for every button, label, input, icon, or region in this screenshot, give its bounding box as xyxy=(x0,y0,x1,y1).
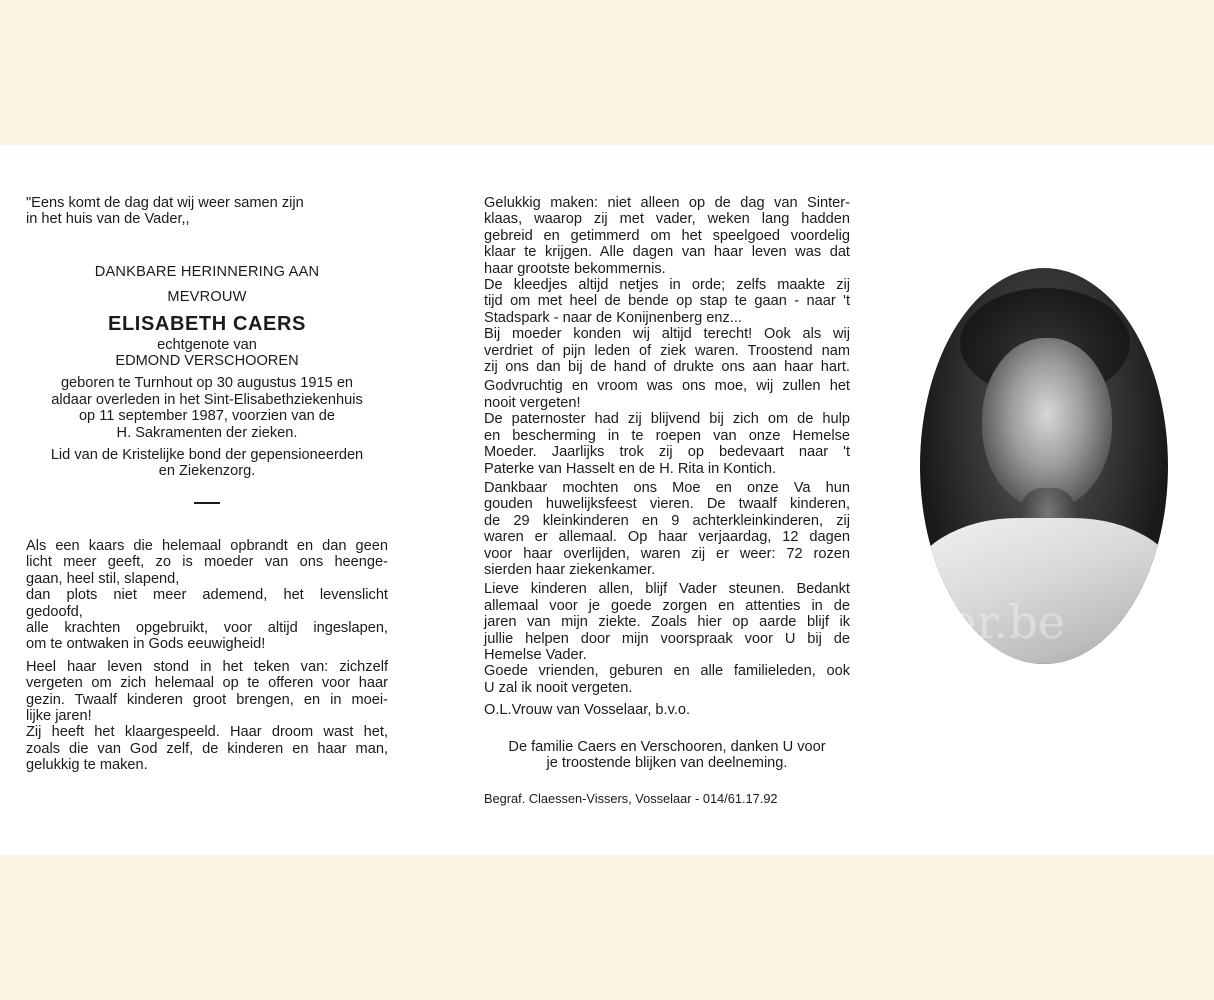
text-line: Godvruchtig en vroom was ons moe, wij zullen het xyxy=(484,378,850,395)
memorial-card xyxy=(0,145,1214,855)
membership-line: en Ziekenzorg. xyxy=(158,463,256,480)
text-paragraph-4 xyxy=(484,581,850,696)
middle-column xyxy=(484,195,850,807)
printer-credit: Begraf. Claessen-Vissers, Vosselaar - 014/61.17.92 xyxy=(484,791,778,807)
prayer-line: O.L.Vrouw van Vosselaar, b.v.o. xyxy=(484,702,691,719)
details-line: aldaar overleden in het Sint-Elisabethziekenhuis xyxy=(51,391,363,408)
poem-line: lijke jaren! xyxy=(26,707,92,724)
quote-line: "Eens komt de dag dat wij weer samen zijn xyxy=(26,195,304,211)
text-line: Hemelse Vader. xyxy=(484,646,587,663)
poem-line: vergeten om zich helemaal op te offeren voor haar xyxy=(26,675,388,692)
deceased-name: ELISABETH CAERS xyxy=(108,312,306,335)
details-line: op 11 september 1987, voorzien van de xyxy=(78,408,336,425)
poem-line: gelukkig te maken. xyxy=(26,757,148,774)
text-line: verdriet of pijn leden of ziek waren. Troostend nam xyxy=(484,342,850,359)
quote-line: in het huis van de Vader,, xyxy=(26,211,190,228)
text-line: zij ons dan bij de hand of drukte ons aan haar hart. xyxy=(484,359,850,376)
birth-death-details xyxy=(26,375,388,441)
text-line: jullie helpen door mijn voorspraak voor U bij de xyxy=(484,630,850,647)
text-line: nooit vergeten! xyxy=(484,394,581,411)
poem-line: dan plots niet meer ademend, het levenslicht xyxy=(26,587,388,604)
text-line: klaas, waarop zij met vader, weken lang hadden xyxy=(484,211,850,228)
spouse-label: echtgenote van xyxy=(157,336,257,353)
text-line: jaren van mijn ziekte. Zoals hier op aarde blijf ik xyxy=(484,614,850,631)
poem-line: gezin. Twaalf kinderen groot brengen, en in moei- xyxy=(26,691,388,708)
text-line: waren er allemaal. Op haar verjaardag, 12 dagen xyxy=(484,529,850,546)
spouse-name: EDMOND VERSCHOOREN xyxy=(115,353,299,370)
text-paragraph-1 xyxy=(484,195,850,375)
poem-paragraph-1 xyxy=(26,538,388,653)
text-line: haar grootste bekommernis. xyxy=(484,260,666,277)
text-line: Goede vrienden, geburen en alle familieleden, ook xyxy=(484,663,850,680)
membership-line: Lid van de Kristelijke bond der gepensioneerden xyxy=(50,447,364,464)
text-line: De kleedjes altijd netjes in orde; zelfs maakte zij xyxy=(484,277,850,294)
text-paragraph-3 xyxy=(484,480,850,578)
poem-line: gedoofd, xyxy=(26,603,83,620)
text-line: Moeder. Jaarlijks trok zij op bedevaart naar 't xyxy=(484,444,850,461)
poem-line: om te ontwaken in Gods eeuwigheid! xyxy=(26,636,266,653)
text-line: De paternoster had zij blijvend bij zich om de hulp xyxy=(484,411,850,428)
text-line: tijd om met heel de bende op stap te gaan - naar 't xyxy=(484,293,850,310)
text-paragraph-2 xyxy=(484,378,850,476)
text-line: Stadspark - naar de Konijnenberg enz... xyxy=(484,309,742,326)
watermark-text: er.be xyxy=(949,597,1065,647)
text-line: voor haar overlijden, waren zij er weer: 72 rozen xyxy=(484,545,850,562)
poem-line: gaan, heel stil, slapend, xyxy=(26,570,180,587)
opening-quote xyxy=(26,195,388,228)
poem-line: licht meer geeft, zo is moeder van ons heenge- xyxy=(26,554,388,571)
text-line: klaar te krijgen. Alle dagen van haar leven was dat xyxy=(484,244,850,261)
text-line: sierden haar ziekenkamer. xyxy=(484,561,656,578)
membership xyxy=(26,447,388,480)
text-line: Gelukkig maken: niet alleen op de dag van Sinter- xyxy=(484,195,850,211)
thanks-line: je troostende blijken van deelneming. xyxy=(546,755,788,771)
details-line: geboren te Turnhout op 30 augustus 1915 en xyxy=(60,375,354,392)
poem-line: Als een kaars die helemaal opbrandt en dan geen xyxy=(26,537,388,554)
memorial-heading: DANKBARE HERINNERING AAN xyxy=(94,263,320,280)
family-thanks xyxy=(484,739,850,772)
text-line: Dankbaar mochten ons Moe en onze Va hun xyxy=(484,479,850,496)
divider xyxy=(194,502,220,504)
poem-line: alle krachten opgebruikt, voor altijd ingeslapen, xyxy=(26,619,388,636)
text-line: en bescherming in te roepen van onze Hemelse xyxy=(484,427,850,444)
poem-line: Heel haar leven stond in het teken van: zichzelf xyxy=(26,658,388,675)
text-line: Bij moeder konden wij altijd terecht! Ook als wij xyxy=(484,326,850,343)
poem-line: Zij heeft het klaargespeeld. Haar droom wast het, xyxy=(26,724,388,741)
text-line: Paterke van Hasselt en de H. Rita in Kontich. xyxy=(484,460,777,477)
text-line: gouden huwelijksfeest vieren. De twaalf kinderen, xyxy=(484,496,850,513)
poem-line: zoals die van God zelf, de kinderen en haar man, xyxy=(26,740,388,757)
honorific: MEVROUW xyxy=(167,289,247,306)
text-line: gebreid en getimmerd om het speelgoed voordelig xyxy=(484,227,850,244)
text-line: allemaal voor je goede zorgen en attenties in de xyxy=(484,597,850,614)
left-column xyxy=(26,195,388,774)
text-line: de 29 kleinkinderen en 9 achterkleinkinderen, zij xyxy=(484,512,850,529)
text-line: Lieve kinderen allen, blijf Vader steunen. Bedankt xyxy=(484,581,850,598)
details-line: H. Sakramenten der zieken. xyxy=(116,424,298,441)
poem-paragraph-2 xyxy=(26,659,388,774)
text-line: U zal ik nooit vergeten. xyxy=(484,679,633,696)
thanks-line: De familie Caers en Verschooren, danken U voor xyxy=(508,738,826,755)
